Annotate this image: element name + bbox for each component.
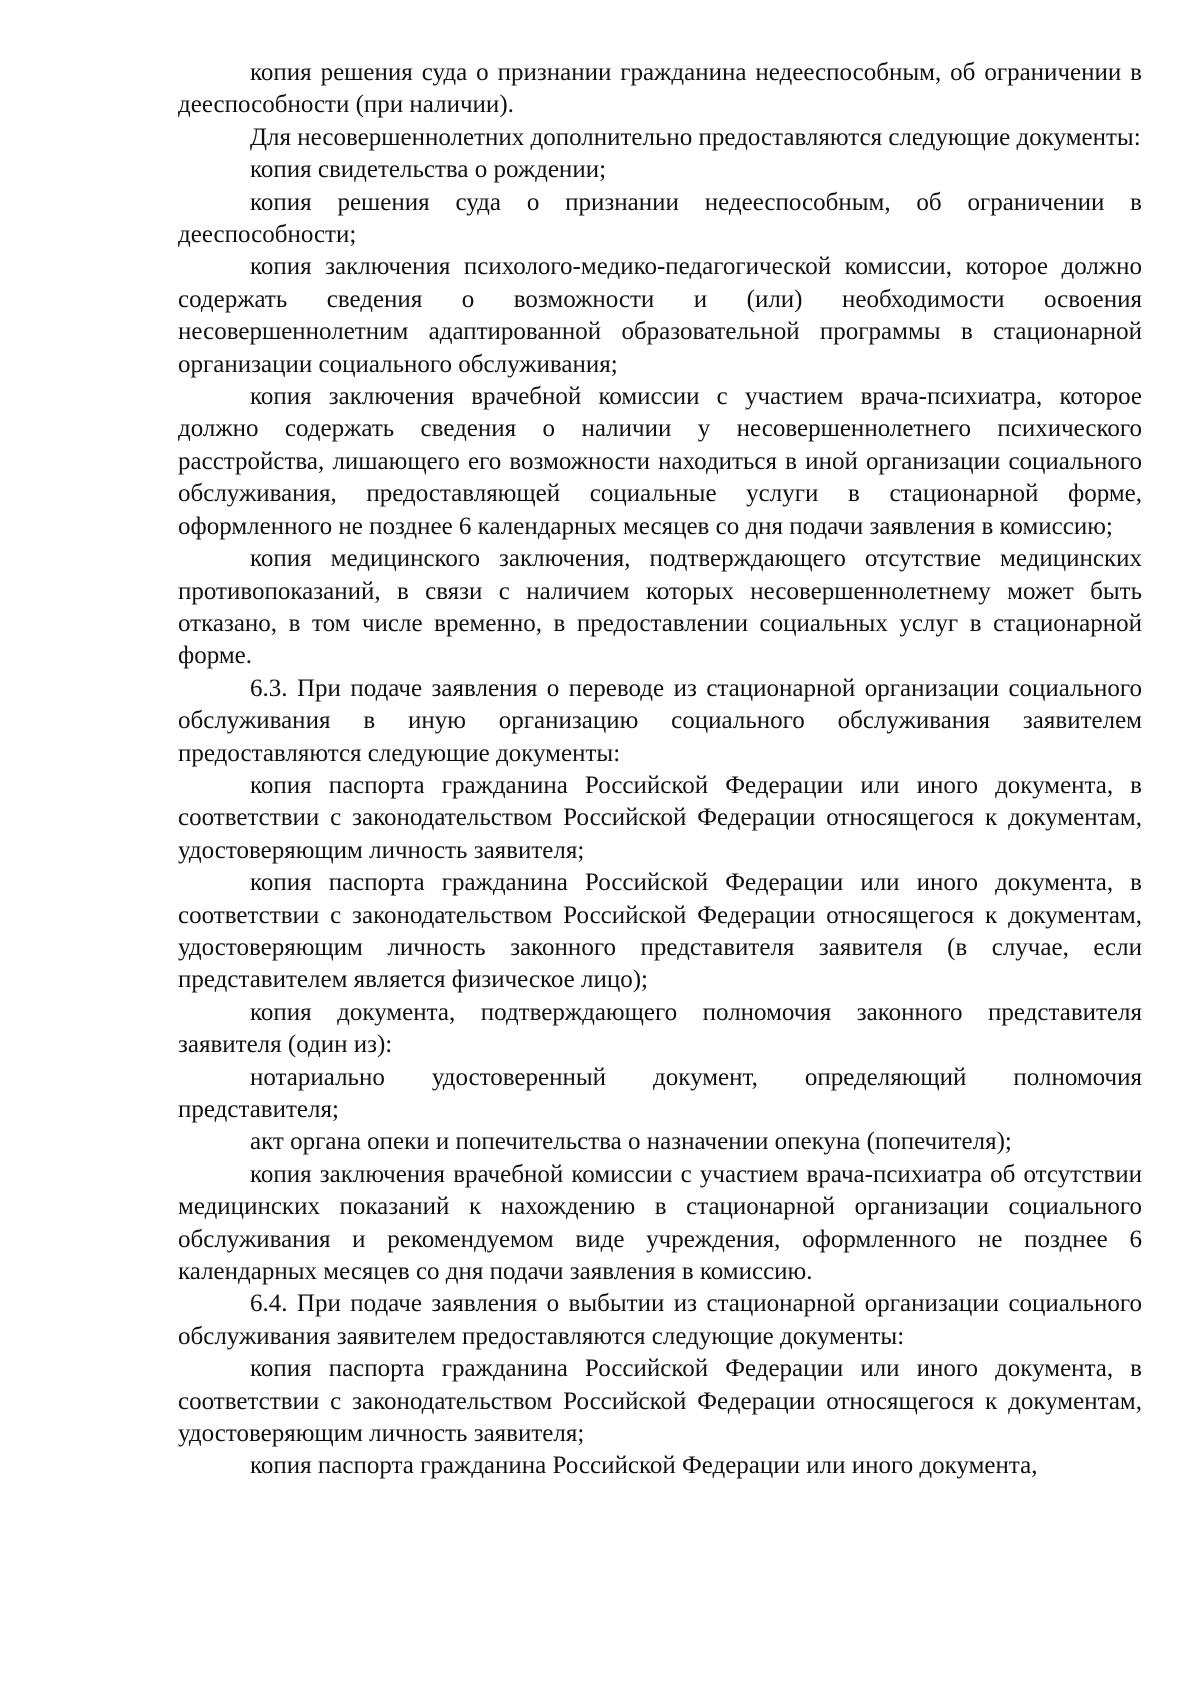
list-item: акт органа опеки и попечительства о назначении опекуна (попечителя); <box>250 1128 1012 1156</box>
list-item: копия заключения врачебной комиссии с участием врача-психиатра, которое должно содержать сведения о наличии у несовершеннолетнего психического расстройства, лишающего его возможности находиться в иной организации социального обслуживания, предоставляющей социальные услуги в стационарной форме, оформленного не позднее 6 календарных месяцев со дня подачи заявления в комиссию; <box>178 383 1142 540</box>
paragraph: Для несовершеннолетних дополнительно предоставляются следующие документы: <box>250 123 1141 151</box>
list-item: нотариально удостоверенный документ, определяющий полномочия представителя; <box>178 1063 1142 1123</box>
list-item: копия медицинского заключения, подтверждающего отсутствие медицинских противопоказаний, в связи с наличием которых несовершеннолетнему может быть отказано, в том числе временно, в предоставлении социальных услуг в стационарной форме. <box>178 545 1142 670</box>
document-page <box>178 57 1142 1483</box>
paragraph: копия решения суда о признании гражданина недееспособным, об ограничении в дееспособности (при наличии). <box>178 59 1142 119</box>
section-6-3: 6.3. При подаче заявления о переводе из стационарной организации социального обслуживания в иную организацию социального обслуживания заявителем предоставляются следующие документы: <box>178 674 1142 767</box>
list-item: копия паспорта гражданина Российской Федерации или иного документа, в соответствии с законодательством Российской Федерации относящегося к документам, удостоверяющим личность законного представителя заявителя (в случае, если представителем является физическое лицо); <box>178 869 1142 994</box>
list-item: копия паспорта гражданина Российской Федерации или иного документа, в соответствии с законодательством Российской Федерации относящегося к документам, удостоверяющим личность заявителя; <box>178 771 1142 864</box>
list-item: копия паспорта гражданина Российской Федерации или иного документа, <box>250 1452 1038 1480</box>
section-6-4: 6.4. При подаче заявления о выбытии из стационарной организации социального обслуживания заявителем предоставляются следующие документы: <box>178 1290 1142 1350</box>
list-item: копия документа, подтверждающего полномочия законного представителя заявителя (один из): <box>178 998 1142 1059</box>
list-item: копия паспорта гражданина Российской Федерации или иного документа, в соответствии с законодательством Российской Федерации относящегося к документам, удостоверяющим личность заявителя; <box>178 1355 1142 1448</box>
list-item: копия заключения психолого-медико-педагогической комиссии, которое должно содержать сведения о возможности и (или) необходимости освоения несовершеннолетним адаптированной образовательной программы в стационарной организации социального обслуживания; <box>178 253 1142 378</box>
list-item: копия свидетельства о рождении; <box>250 156 607 184</box>
list-item: копия решения суда о признании недееспособным, об ограничении в дееспособности; <box>178 188 1142 249</box>
list-item: копия заключения врачебной комиссии с участием врача-психиатра об отсутствии медицинских показаний к нахождению в стационарной организации социального обслуживания и рекомендуемом виде учреждения, оформленного не позднее 6 календарных месяцев со дня подачи заявления в комиссию. <box>178 1160 1142 1286</box>
